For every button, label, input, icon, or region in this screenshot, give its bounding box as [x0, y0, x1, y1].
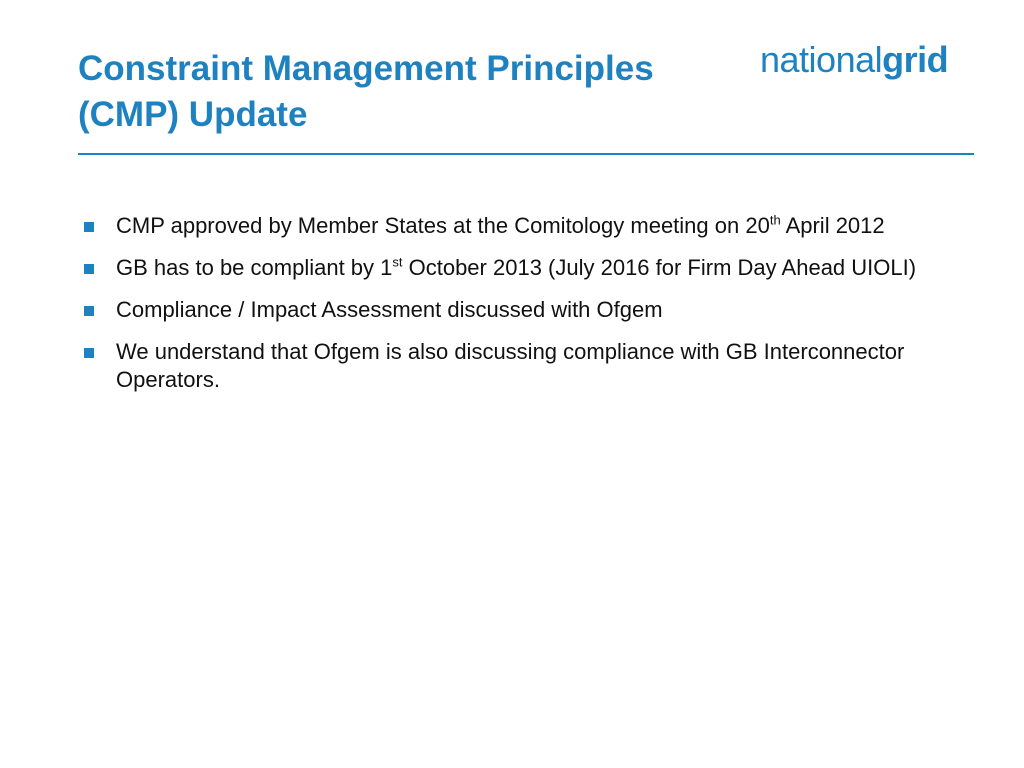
slide-title — [78, 46, 758, 138]
bullet-1-text-after: April 2012 — [780, 213, 885, 238]
bullet-1-superscript: th — [769, 212, 781, 228]
logo-text-bold: grid — [882, 39, 949, 80]
slide-title-line-2: (CMP) Update — [78, 95, 308, 134]
square-bullet-icon — [84, 348, 94, 358]
bullet-item-1 — [84, 212, 974, 240]
slide-title-line-1: Constraint Management Principles — [78, 49, 654, 88]
bullet-1-text-before: CMP approved by Member States at the Comitology meeting on 20 — [116, 213, 770, 238]
bullet-item-3 — [84, 296, 974, 324]
national-grid-logo — [760, 38, 948, 82]
bullet-2-text-after: October 2013 (July 2016 for Firm Day Ahead UIOLI) — [402, 255, 917, 280]
bullet-2-superscript: st — [392, 254, 403, 270]
logo-text-light: national — [760, 39, 883, 80]
square-bullet-icon — [84, 306, 94, 316]
bullet-item-2 — [84, 254, 974, 282]
bullet-item-4 — [84, 338, 974, 394]
square-bullet-icon — [84, 222, 94, 232]
bullet-list — [84, 212, 974, 408]
square-bullet-icon — [84, 264, 94, 274]
title-divider — [78, 153, 974, 155]
bullet-2-text-before: GB has to be compliant by 1 — [116, 255, 393, 280]
bullet-4-text: We understand that Ofgem is also discussing compliance with GB Interconnector Operators. — [116, 339, 905, 392]
bullet-3-text: Compliance / Impact Assessment discussed with Ofgem — [116, 297, 663, 322]
